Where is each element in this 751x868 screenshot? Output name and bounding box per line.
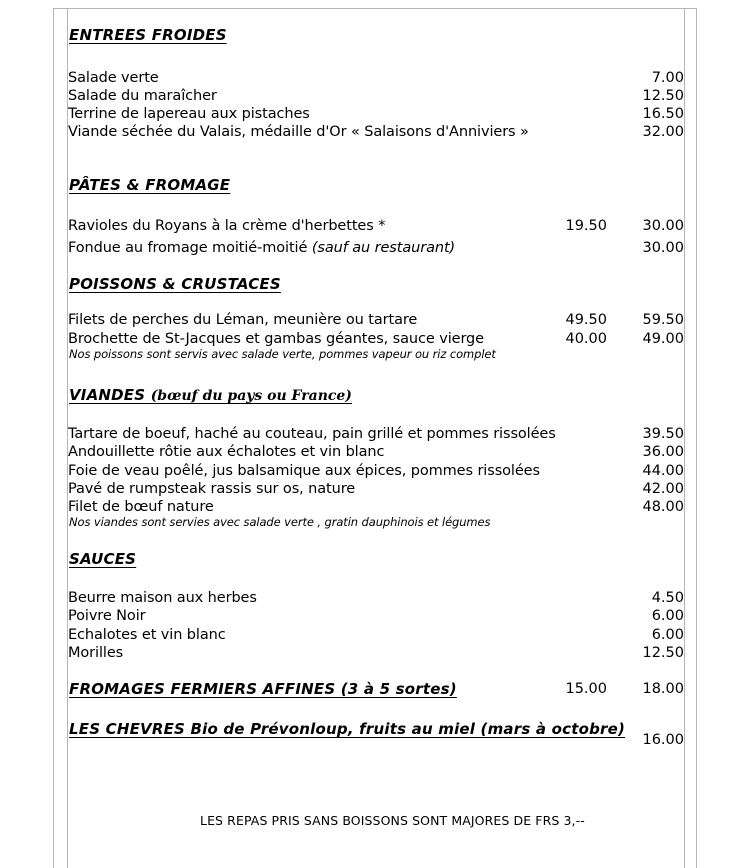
section-note-poissons: Nos poissons sont servis avec salade verte, pommes vapeur ou riz complet [69,347,496,361]
item-price-secondary: 30.00 [642,240,684,256]
item-name: Filet de bœuf nature [68,499,214,515]
item-price-secondary: 6.00 [651,627,684,643]
item-name: Salade verte [68,70,159,86]
item-name: Viande séchée du Valais, médaille d'Or « Salaisons d'Anniviers » [68,124,529,140]
item-price-secondary: 6.00 [651,608,684,624]
item-price-primary: 15.00 [565,681,607,697]
item-name: Ravioles du Royans à la crème d'herbettes * [68,218,386,234]
item-name: Filets de perches du Léman, meunière ou tartare [68,312,418,328]
item-price-secondary: 48.00 [642,499,684,515]
item-price-primary: 40.00 [565,331,607,347]
item-price-secondary: 39.50 [642,426,684,442]
item-price-secondary: 16.00 [642,732,684,748]
item-name: Brochette de St-Jacques et gambas géantes, sauce vierge [68,331,484,347]
item-name: Salade du maraîcher [68,88,217,104]
item-price-secondary: 30.00 [642,218,684,234]
item-price-secondary: 4.50 [651,590,684,606]
item-name: Beurre maison aux herbes [68,590,257,606]
item-price-secondary: 49.00 [642,331,684,347]
item-name: Tartare de boeuf, haché au couteau, pain grillé et pommes rissolées [68,426,556,442]
item-name: Foie de veau poêlé, jus balsamique aux épices, pommes rissolées [68,463,540,479]
section-note-viandes: Nos viandes sont servies avec salade verte , gratin dauphinois et légumes [69,515,491,529]
item-name: Pavé de rumpsteak rassis sur os, nature [68,481,356,497]
item-price-secondary: 7.00 [651,70,684,86]
section-heading-sauces: SAUCES [69,550,137,568]
item-name: Terrine de lapereau aux pistaches [68,106,310,122]
item-name: Andouillette rôtie aux échalotes et vin blanc [68,444,385,460]
section-heading-entrees-froides: ENTREES FROIDES [69,26,227,44]
item-price-secondary: 12.50 [642,645,684,661]
section-heading-pates-fromage: PÂTES & FROMAGE [69,176,231,194]
section-heading-fromages-fermiers: FROMAGES FERMIERS AFFINES (3 à 5 sortes) [69,680,457,698]
section-heading-text: VIANDES [69,386,151,404]
section-heading-poissons-crustaces: POISSONS & CRUSTACES [69,275,281,293]
item-name-text: Fondue au fromage moitié-moitié [68,240,312,256]
item-price-secondary: 18.00 [642,681,684,697]
item-price-secondary: 36.00 [642,444,684,460]
menu-content [68,8,685,853]
item-name: Poivre Noir [68,608,146,624]
item-price-secondary: 32.00 [642,124,684,140]
section-heading-viandes [69,388,352,403]
item-name [68,241,455,256]
item-price-secondary: 12.50 [642,88,684,104]
item-price-secondary: 16.50 [642,106,684,122]
section-heading-les-chevres: LES CHEVRES Bio de Prévonloup, fruits au miel (mars à octobre) [69,720,626,738]
item-name: Echalotes et vin blanc [68,627,226,643]
item-price-secondary: 44.00 [642,463,684,479]
item-price-secondary: 42.00 [642,481,684,497]
item-price-primary: 49.50 [565,312,607,328]
item-price-secondary: 59.50 [642,312,684,328]
item-name-qualifier: (sauf au restaurant) [311,240,456,256]
footer-note: LES REPAS PRIS SANS BOISSONS SONT MAJORES DE FRS 3,-- [200,813,585,828]
item-name: Morilles [68,645,124,661]
section-heading-qualifier: (bœuf du pays ou France) [150,388,352,404]
item-price-primary: 19.50 [565,218,607,234]
